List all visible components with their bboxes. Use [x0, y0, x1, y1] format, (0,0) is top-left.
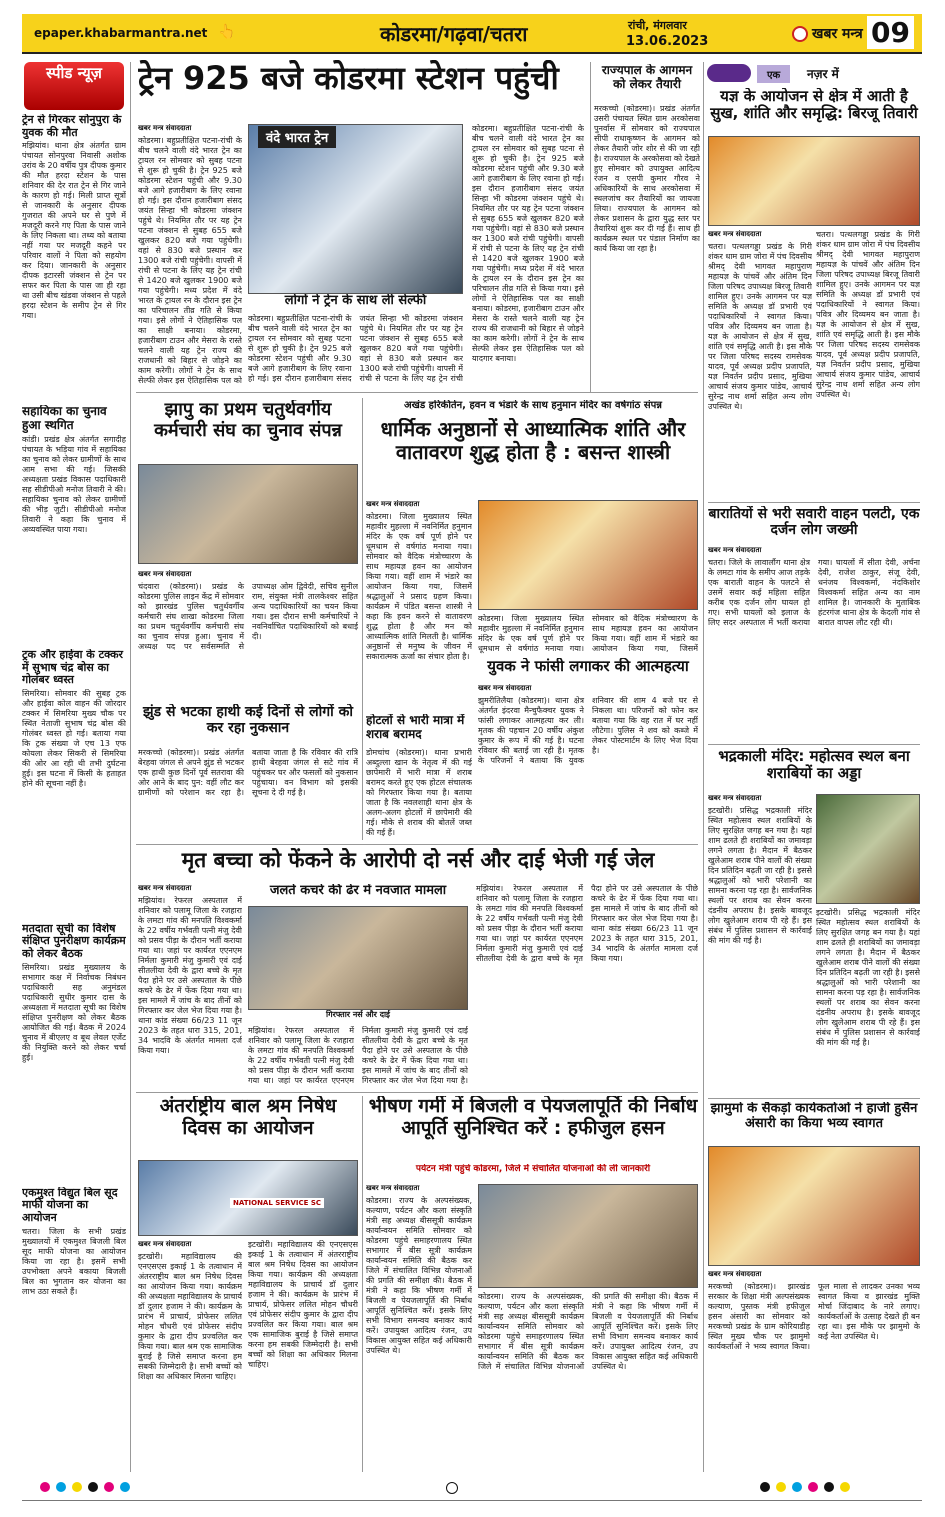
column-divider	[703, 62, 704, 1472]
registration-marks-right	[760, 1482, 850, 1494]
nurse-caption: गिरफ्तार नर्स और दाई	[326, 1010, 390, 1019]
vehicle-body: चतरा। जिले के लावालौंग थाना क्षेत्र के लमटा गांव के समीप आज तड़के एक बाराती वाहन के पलटने से उसमें सवार कई महिला सहित करीब एक दर्जन लोग घायल हो गए। सभी घायलों को इलाज के लिए सदर अस्पताल में भर्ती कराया गया। घायलों में सीता देवी, अर्चना देवी, राजेश ठाकुर, संजू देवी, धनंजय विश्वकर्मा, नंदकिशोर विश्वकर्मा सहित अन्य का नाम शामिल है। जानकारी के मुताबिक हंटरगंज थाना क्षेत्र के केदली गांव से बारात वापस लौट रही थी।	[708, 558, 920, 627]
heat-sub: पर्यटन मंत्री पहुंचे कोडरमा, जिले में संचालित योजनाओं की ली जानकारी	[415, 1164, 651, 1174]
lead-byline: खबर मन्त्र संवाददाता	[138, 124, 192, 132]
hotel-body: डोमचांच (कोडरमा)। थाना प्रभारी अब्दुल्ला खान के नेतृत्व में की गई छापेमारी में भारी मात्रा में शराब बरामद करते हुए एक होटल संचालक को गिरफ्तार किया गया है। बताया जाता है कि नवलशाही थाना क्षेत्र के अलग-अलग होटलों में छापेमारी की गई। मौके से शराब की बोतलें जब्त की गई हैं।	[366, 748, 472, 837]
brand-icon	[792, 26, 808, 42]
child-labour-byline: खबर मन्त्र संवाददाता	[138, 1240, 192, 1248]
section-divider	[136, 1092, 698, 1093]
reg-mark	[808, 1482, 818, 1492]
column-divider	[130, 62, 131, 1472]
vehicle-headline: बारातियों से भरी सवारी वाहन पलटी, एक दर्जन लोग जख्मी	[708, 506, 920, 539]
section-divider	[136, 392, 698, 393]
child-labour-column-1	[138, 1240, 242, 1472]
jhapu-headline: झापु का प्रथम चतुर्थवर्गीय कर्मचारी संघ का चुनाव संपन्न	[154, 400, 342, 441]
pointer-icon: 👆	[218, 24, 236, 40]
section-title: कोडरमा/गढ़वा/चतरा	[380, 22, 528, 46]
reg-mark	[824, 1482, 834, 1492]
dharmik-body: कोडरमा। जिला मुख्यालय स्थित महावीर मुहल्ला में नवनिर्मित हनुमान मंदिर के एक वर्ष पूर्ण होने पर धूमधाम से वर्षगांठ मनाया गया। सोमवार को वैदिक मंत्रोच्चारण के साथ महायज्ञ हवन का आयोजन किया गया। वहीं शाम में भंडारे का आयोजन किया गया, जिसमें श्रद्धालुओं ने प्रसाद ग्रहण किया। कार्यक्रम में पंडित बसन्त शास्त्री ने कहा कि हवन करने से वातावरण शुद्ध होता है और मन को आध्यात्मिक शांति मिलती है। धार्मिक अनुष्ठानों से मनुष्य के जीवन में सकारात्मक ऊर्जा का संचार होता है।	[366, 512, 472, 661]
reg-mark	[792, 1482, 802, 1492]
reg-mark	[40, 1482, 50, 1492]
vehicle-byline: खबर मन्त्र संवाददाता	[708, 546, 762, 554]
edition-date: 13.06.2023	[626, 34, 709, 49]
edition-city: रांची, मंगलवार	[628, 19, 687, 32]
heat-photo	[478, 1184, 698, 1288]
train-photo	[248, 124, 463, 294]
yagya-headline: यज्ञ के आयोजन से क्षेत्र में आती है सुख, शांति और समृद्धि: बिरजू तिवारी	[710, 88, 918, 123]
ek-nazar-label: नज़र में	[807, 67, 839, 81]
section-divider	[708, 502, 920, 503]
train-photo-caption: लोगों ने ट्रेन के साथ ली सेल्फी	[284, 294, 427, 308]
left-item4-title: मतदाता सूची का विशेष संक्षिप्त पुनरीक्षण कार्यक्रम को लेकर बैठक	[22, 922, 126, 961]
elephant-headline: झुंड से भटका हाथी कई दिनों से लोगों को कर रहा नुकसान	[143, 704, 353, 737]
nurse-column-1	[138, 884, 242, 1088]
speed-news-label: स्पीड न्यूज़	[46, 64, 102, 82]
bhadrakali-headline: भद्रकाली मंदिर: महोत्सव स्थल बना शराबियों का अड्डा	[718, 748, 910, 783]
site-url[interactable]: epaper.khabarmantra.net	[34, 26, 208, 40]
jhamumo-story	[708, 1270, 920, 1472]
section-divider	[708, 744, 920, 745]
suicide-story	[478, 684, 698, 840]
reg-mark	[72, 1482, 82, 1492]
lead-headline: ट्रेन 925 बजे कोडरमा स्टेशन पहुंची	[138, 60, 559, 97]
heat-byline: खबर मन्त्र संवाददाता	[366, 1184, 420, 1192]
masthead	[22, 14, 922, 54]
jhapu-body: चंदवारा (कोडरमा)। प्रखंड के कोडरमा पुलिस लाइन केंद्र में सोमवार को झारखंड पुलिस चतुर्थवर्गीय कर्मचारी संघ शाखा कोडरमा जिला का प्रथम चतुर्थवर्गीय कर्मचारी संघ का चुनाव संपन्न हुआ। चुनाव में अध्यक्ष पद पर सर्वसम्मति से उपाध्यक्ष ओम द्विवेदी, सचिव सुनील राम, संयुक्त मंत्री तालकेश्वर सहित अन्य पदाधिकारियों का चयन किया गया। इस दौरान सभी कर्मचारियों ने नवनिर्वाचित पदाधिकारियों को बधाई दी।	[138, 582, 358, 651]
lead-body-right: कोडरमा। बहुप्रतीक्षित पटना-रांची के बीच चलने वाली वंदे भारत ट्रेन का ट्रायल रन सोमवार को सुबह पटना से शुरू हो चुकी है। ट्रेन 925 बजे कोडरमा स्टेशन पहुंची और 9.30 बजे आगे हजारीबाग के लिए रवाना हो गई। इस दौरान हजारीबाग संसद जयंत सिन्हा भी कोडरमा जंक्शन पहुंचे थे। नियमित तौर पर यह ट्रेन पटना जंक्शन से सुबह 655 बजे खुलकर 820 बजे गया पहुंचेगी। वहां से 830 बजे प्रस्थान कर 1300 बजे रांची पहुंचेगी। वापसी में रांची से पटना के लिए यह ट्रेन रांची से 1420 बजे खुलकर 1900 बजे गया पहुंचेगी। मध्य प्रदेश में वंदे भारत के ट्रायल रन के दौरान इस ट्रेन का परिचालन तीव्र गति से किया गया। इसे लोगों ने ऐतिहासिक पल का साक्षी बनाया। कोडरमा, हजारीबाग टाउन और मेसरा के रास्ते चलने वाली यह ट्रेन राज्य की राजधानी को बिहार से जोड़ने का काम करेगी। लोगों ने ट्रेन के साथ सेल्फी लेकर इस ऐतिहासिक पल को यादगार बनाया।	[472, 124, 584, 363]
column-divider	[590, 62, 591, 392]
nurse-byline: खबर मन्त्र संवाददाता	[138, 884, 192, 892]
section-divider	[708, 1098, 920, 1099]
nurse-body: मझियांव। रेफरल अस्पताल में शनिवार को पलामू जिला के रजहारा के लमटा गांव की मनपति विश्वकर्मा के 22 वर्षीय गर्भवती पत्नी मंजु देवी को प्रसव पीड़ा के दौरान भर्ती कराया गया था। जहां पर कार्यरत एएनएम निर्मला कुमारी मंजु कुमारी एवं दाई सीतलीया देवी के द्वारा बच्चे के मृत पैदा होने पर उसे अस्पताल के पीछे कचरे के ढेर में फेंक दिया गया था। इस मामले में जांच के बाद तीनों को गिरफ्तार कर जेल भेज दिया गया है। थाना कांड संख्या 66/23 11 जून 2023 के तहत धारा 315, 201, 34 भादवि के अंतर्गत मामला दर्ज किया गया।	[138, 896, 242, 1055]
child-labour-photo-label: NATIONAL SERVICE SC	[230, 1198, 324, 1208]
dharmik-body-cont: कोडरमा। जिला मुख्यालय स्थित महावीर मुहल्ला में नवनिर्मित हनुमान मंदिर के एक वर्ष पूर्ण होने पर धूमधाम से वर्षगांठ मनाया गया। सोमवार को वैदिक मंत्रोच्चारण के साथ महायज्ञ हवन का आयोजन किया गया। वहीं शाम में भंडारे का आयोजन किया गया, जिसमें	[478, 614, 698, 653]
column-divider	[362, 1096, 363, 1472]
lead-body: कोडरमा। बहुप्रतीक्षित पटना-रांची के बीच चलने वाली वंदे भारत ट्रेन का ट्रायल रन सोमवार को सुबह पटना से शुरू हो चुकी है। ट्रेन 925 बजे कोडरमा स्टेशन पहुंची और 9.30 बजे आगे हजारीबाग के लिए रवाना हो गई। इस दौरान हजारीबाग संसद जयंत सिन्हा भी कोडरमा जंक्शन पहुंचे थे। नियमित तौर पर यह ट्रेन पटना जंक्शन से सुबह 655 बजे खुलकर 820 बजे गया पहुंचेगी। वहां से 830 बजे प्रस्थान कर 1300 बजे रांची पहुंचेगी। वापसी में रांची से पटना के लिए यह ट्रेन रांची से 1420 बजे खुलकर 1900 बजे गया पहुंचेगी। मध्य प्रदेश में वंदे भारत के ट्रायल रन के दौरान इस ट्रेन का परिचालन तीव्र गति से किया गया। इसे लोगों ने ऐतिहासिक पल का साक्षी बनाया। कोडरमा, हजारीबाग टाउन और मेसरा के रास्ते चलने वाली यह ट्रेन राज्य की राजधानी को बिहार से जोड़ने का काम करेगी। लोगों ने ट्रेन के साथ सेल्फी लेकर इस ऐतिहासिक पल को	[138, 136, 242, 385]
bhadrakali-column-1	[708, 794, 812, 1094]
dharmik-headline: धार्मिक अनुष्ठानों से आध्यात्मिक शांति और वातावरण शुद्ध होता है : बसन्त शास्त्री	[380, 418, 686, 464]
crosshair-icon	[446, 1482, 458, 1494]
yagya-body-cont: चतरा। पत्थलगड्डा प्रखंड के गिरी शंकर धाम ग्राम जोरा में पंच दिवसीय श्रीमद् देवी भागवत महापुराण महायज्ञ के पांचवें और अंतिम दिन जिला परिषद उपाध्यक्ष बिरजू तिवारी शामिल हुए। उनके आगमन पर यज्ञ समिति के अध्यक्ष डॉ प्रभारी एवं पदाधिकारियों ने स्वागत किया। पवित्र और दिव्यमय बन जाता है। यज्ञ के आयोजन से क्षेत्र में सुख, शांति एवं समृद्धि आती है। इस मौके पर जिला परिषद सदस्य रामसेवक यादव, पूर्व अध्यक्ष प्रदीप प्रजापति, यज्ञ निवर्तन प्रदीप प्रसाद, मुखिया आचार्य संजय कुमार पांडेय, आचार्य सुरेन्द्र नाथ शर्मा सहित अन्य लोग उपस्थित थे।	[816, 230, 920, 399]
bhadrakali-photo	[816, 794, 920, 904]
reg-mark	[776, 1482, 786, 1492]
left-item1-title: ट्रेन से गिरकर सोनुपुरा के युवक की मौत	[22, 114, 122, 139]
registration-marks-left	[40, 1482, 130, 1494]
jhapu-story	[138, 570, 358, 698]
page-number: 09	[867, 16, 914, 49]
dharmik-column-1	[366, 500, 472, 710]
footer-rule	[22, 1500, 922, 1501]
dharmik-byline: खबर मन्त्र संवाददाता	[366, 500, 420, 508]
vehicle-story	[708, 546, 920, 742]
bhadrakali-body: इटखोरी। प्रसिद्ध भद्रकाली मंदिर स्थित महोत्सव स्थल शराबियों के लिए सुरक्षित जगह बन गया है। यहां शाम ढलते ही शराबियों का जमावड़ा लगने लगता है। मैदान में बैठकर खुलेआम शराब पीने वालों की संख्या दिन प्रतिदिन बढ़ती जा रही है। इससे श्रद्धालुओं को भारी परेशानी का सामना करना पड़ रहा है। सार्वजनिक स्थलों पर शराब का सेवन करना दंडनीय अपराध है। इसके बावजूद लोग खुलेआम शराब पी रहे हैं। इस संबंध में पुलिस प्रशासन से कार्रवाई की मांग की गई है।	[708, 806, 812, 945]
train-photo-label: वंदे भारत ट्रेन	[258, 126, 336, 148]
left-item3-title: ट्रक और हाईवा के टक्कर में सुभाष चंद्र बोस का गोलंबर ध्वस्त	[22, 648, 124, 687]
reg-mark	[760, 1482, 770, 1492]
hotel-headline: होटलों से भारी मात्रा में शराब बरामद	[366, 714, 465, 741]
dharmik-photo	[478, 500, 698, 610]
speed-news-badge	[24, 62, 124, 110]
heat-column-1	[366, 1184, 472, 1472]
ek-nazar-ek: एक	[757, 65, 790, 83]
nurse-body-cont: मझियांव। रेफरल अस्पताल में शनिवार को पलामू जिला के रजहारा के लमटा गांव की मनपति विश्वकर्मा के 22 वर्षीय गर्भवती पत्नी मंजु देवी को प्रसव पीड़ा के दौरान भर्ती कराया गया था। जहां पर कार्यरत एएनएम निर्मला कुमारी मंजु कुमारी एवं दाई सीतलीया देवी के द्वारा बच्चे के मृत पैदा होने पर उसे अस्पताल के पीछे कचरे के ढेर में फेंक दिया गया था। इस मामले में जांच के बाद तीनों को गिरफ्तार कर जेल भेज दिया गया है।	[248, 1026, 468, 1085]
ek-nazar-banner	[707, 64, 917, 84]
left-column	[22, 114, 126, 1472]
jhapu-byline: खबर मन्त्र संवाददाता	[138, 570, 192, 578]
suicide-body: झुमरीतिलैया (कोडरमा)। थाना क्षेत्र अंतर्गत इंदरवा मैन्चुफैक्चर युवक ने फांसी लगाकर आत्महत्या कर ली। मृतक की पहचान 20 वर्षीय अंकुश कुमार के रूप में की गई है। घटना रविवार की बताई जा रही है। मृतक के परिजनों ने बताया कि युवक शनिवार की शाम 4 बजे घर से निकला था। परिजनों को फोन कर बताया गया कि वह रात में घर नहीं लौटेगा। पुलिस ने शव को कब्जे में लेकर पोस्टमार्टम के लिए भेज दिया है।	[478, 696, 698, 765]
brand-logo	[792, 24, 863, 43]
child-labour-body: इटखोरी। महाविद्यालय की एनएसएस इकाई 1 के तत्वाधान में अंतरराष्ट्रीय बाल श्रम निषेध दिवस का आयोजन किया गया। कार्यक्रम की अध्यक्षता महाविद्यालय के प्राचार्य डॉ दुलार हजाम ने की। कार्यक्रम के प्रारंभ में प्राचार्य, प्रोफेसर ललित मोहन चौधरी एवं प्रोफेसर संदीप कुमार के द्वारा दीप प्रज्वलित कर किया गया। बाल श्रम एक सामाजिक बुराई है जिसे समाप्त करना हम सबकी जिम्मेदारी है। सभी बच्चों को शिक्षा का अधिकार मिलना चाहिए।	[138, 1252, 242, 1381]
jhamumo-byline: खबर मन्त्र संवाददाता	[708, 1270, 762, 1278]
left-item5-title: एकमुश्त विद्युत बिल सूद माफी योजना का आयोजन	[22, 1186, 118, 1224]
bhadrakali-body-cont: इटखोरी। प्रसिद्ध भद्रकाली मंदिर स्थित महोत्सव स्थल शराबियों के लिए सुरक्षित जगह बन गया है। यहां शाम ढलते ही शराबियों का जमावड़ा लगने लगता है। मैदान में बैठकर खुलेआम शराब पीने वालों की संख्या दिन प्रतिदिन बढ़ती जा रही है। इससे श्रद्धालुओं को भारी परेशानी का सामना करना पड़ रहा है। सार्वजनिक स्थलों पर शराब का सेवन करना दंडनीय अपराध है। इसके बावजूद लोग खुलेआम शराब पी रहे हैं। इस संबंध में पुलिस प्रशासन से कार्रवाई की मांग की गई है।	[816, 908, 920, 1047]
reg-mark	[104, 1482, 114, 1492]
left-item3-body: सिमरिया। सोमवार की सुबह ट्रक और हाईवा कोल वाहन की जोरदार टक्कर में सिमरिया मुख्य चौक पर स्थित नेताजी सुभाष चंद्र बोस की गोलंबर ध्वस्त हो गई। बताया गया कि ट्रक संख्या जे एच 13 एफ कोयला लेकर सिकरी से सिमरिया की ओर आ रही थी तभी दुर्घटना हुई। इस घटना में किसी के हताहत होने की सूचना नहीं है।	[22, 688, 126, 788]
jhamumo-photo	[708, 1146, 920, 1266]
bhadrakali-byline: खबर मन्त्र संवाददाता	[708, 794, 762, 802]
heat-body-cont: कोडरमा। राज्य के अल्पसंख्यक, कल्याण, पर्यटन और कला संस्कृति मंत्री सह अध्यक्ष बीससूत्री कार्यक्रम कार्यान्वयन समिति सोमवार को कोडरमा पहुंचे समाहरणालय स्थित सभागार में बीस सूत्री कार्यक्रम कार्यान्वयन समिति की बैठक कर जिले में संचालित विभिन्न योजनाओं की प्रगति की समीक्षा की। बैठक में मंत्री ने कहा कि भीषण गर्मी में बिजली व पेयजलापूर्ति की निर्बाध आपूर्ति सुनिश्चित करें। इसके लिए सभी विभाग समन्वय बनाकर कार्य करें। उपायुक्त आदित्य रंजन, उप विकास आयुक्त सहित कई अधिकारी उपस्थित थे।	[478, 1292, 698, 1371]
lead-body-cont: कोडरमा। बहुप्रतीक्षित पटना-रांची के बीच चलने वाली वंदे भारत ट्रेन का ट्रायल रन सोमवार को सुबह पटना से शुरू हो चुकी है। ट्रेन 925 बजे कोडरमा स्टेशन पहुंची और 9.30 बजे आगे हजारीबाग के लिए रवाना हो गई। इस दौरान हजारीबाग संसद जयंत सिन्हा भी कोडरमा जंक्शन पहुंचे थे। नियमित तौर पर यह ट्रेन पटना जंक्शन से सुबह 655 बजे खुलकर 820 बजे गया पहुंचेगी। वहां से 830 बजे प्रस्थान कर 1300 बजे रांची पहुंचेगी। वापसी में रांची से पटना के लिए यह ट्रेन रांची	[248, 314, 463, 383]
suicide-headline: युवक ने फांसी लगाकर की आत्महत्या	[487, 658, 689, 675]
section-divider	[136, 844, 698, 845]
heat-headline: भीषण गर्मी में बिजली व पेयजलापूर्ति की निर्बाध आपूर्ति सुनिश्चित करें : हफीजुल हसन	[368, 1096, 698, 1139]
governor-headline: राज्यपाल के आगमन को लेकर तैयारी	[601, 64, 693, 91]
dharmik-kicker: अखंड हरिकीर्तन, हवन व भंडारे के साथ हनुमान मंदिर का वर्षगांठ संपन्न	[404, 400, 662, 411]
brand-name: खबर मन्त्र	[812, 26, 863, 42]
nurse-sub: जलते कचरे की ढेर में नवजात मामला	[269, 884, 447, 898]
nurse-headline: मृत बच्चा को फेंकने के आरोपी दो नर्स और दाई भेजी गई जेल	[181, 848, 655, 872]
jhamumo-headline: झामुमो के सैकड़ों कार्यकर्ताओं ने हाजी हुसैन अंसारी का किया भव्य स्वागत	[710, 1102, 918, 1131]
column-divider	[362, 398, 363, 840]
reg-mark	[56, 1482, 66, 1492]
elephant-body: मरकच्चो (कोडरमा)। प्रखंड अंतर्गत बेरहवा जंगल से अपने झुंड से भटकर एक हाथी कुछ दिनों पूर्व सतरावा की ओर आने के बाद पुन: वहीं लौट कर ग्रामीणों को परेशान कर रहा है। बताया जाता है कि रविवार की रात्रि हाथी बेरहवा जंगल से सटे गांव में पहुंचकर घर और फसलों को नुकसान पहुंचाया। वन विभाग को इसकी सूचना दे दी गई है।	[138, 748, 358, 797]
jhapu-photo	[138, 464, 358, 564]
suicide-byline: खबर मन्त्र संवाददाता	[478, 684, 532, 692]
left-item1-body: मझियांव। थाना क्षेत्र अंतर्गत ग्राम पंचायत सोनपुरवा निवासी अशोक उरांव के 20 वर्षीय पुत्र दीपक कुमार की मौत हरदा स्टेशन के पास शनिवार की देर रात ट्रेन से गिर जाने के कारण हो गई। मिली प्राप्त सूत्रों से जानकारी के अनुसार दीपक गुजरात की अपने घर से पुणे में मजदूरी करने गए पिता के पास जाने के लिए निकला था। तथ्य को बताया नहीं गया पर मजदूरी कहने पर परिवार वालों ने पिता को सहयोग कर दिया। जानकारी के अनुसार दीपक इटारसी जंक्शन से ट्रेन पर सफर कर पिता के पास जा ही रहा था उसी बीच खंडवा जंक्शन से पहले हरदा स्टेशन के समीप ट्रेन से गिर गया।	[22, 141, 126, 321]
jhamumo-body: मरकच्चो (कोडरमा)। झारखंड सरकार के शिक्षा मंत्री अल्पसंख्यक कल्याण, पुस्तक मंत्री हफीजुल हसन अंसारी का सोमवार को मरकच्चो प्रखंड के ग्राम कोरियाडीह स्थित मुख्य चौक पर झामुमो कार्यकर्ताओं ने भव्य स्वागत किया। फूल माला से लादकर उनका भव्य स्वागत किया व झारखंड मुक्ति मोर्चा जिंदाबाद के नारे लगाए। कार्यकर्ताओं के उत्साह देखते ही बन रहा था। इस मौके पर झामुमो के कई नेता उपस्थित थे।	[708, 1282, 920, 1351]
left-item2-title: सहायिका का चुनाव हुआ स्थगित	[22, 405, 107, 433]
child-labour-headline: अंतर्राष्ट्रीय बाल श्रम निषेध दिवस का आयोजन	[159, 1096, 337, 1139]
yagya-byline: खबर मन्त्र संवाददाता	[708, 230, 762, 238]
reg-mark	[840, 1482, 850, 1492]
yagya-body: चतरा। पत्थलगड्डा प्रखंड के गिरी शंकर धाम ग्राम जोरा में पंच दिवसीय श्रीमद् देवी भागवत महापुराण महायज्ञ के पांचवें और अंतिम दिन जिला परिषद उपाध्यक्ष बिरजू तिवारी शामिल हुए। उनके आगमन पर यज्ञ समिति के अध्यक्ष डॉ प्रभारी एवं पदाधिकारियों ने स्वागत किया। पवित्र और दिव्यमय बन जाता है। यज्ञ के आयोजन से क्षेत्र में सुख, शांति एवं समृद्धि आती है। इस मौके पर जिला परिषद सदस्य रामसेवक यादव, पूर्व अध्यक्ष प्रदीप प्रजापति, यज्ञ निवर्तन प्रदीप प्रसाद, मुखिया आचार्य संजय कुमार पांडेय, आचार्य सुरेन्द्र नाथ शर्मा सहित अन्य लोग उपस्थित थे।	[708, 242, 812, 411]
reg-mark	[120, 1482, 130, 1492]
registration-crosshair	[446, 1482, 458, 1494]
reg-mark	[88, 1482, 98, 1492]
yagya-column-1	[708, 230, 812, 498]
left-item5-body: चतरा। जिला के सभी प्रखंड मुख्यालयों में एकमुश्त बिजली बिल सूद माफी योजना का आयोजन किया जा रहा है। इसमें सभी उपभोक्ता अपने बकाया बिजली बिल का भुगतान कर योजना का लाभ उठा सकते हैं।	[22, 1226, 126, 1296]
left-item4-body: सिमरिया। प्रखंड मुख्यालय के सभागार कक्ष में निर्वाचक निबंधन पदाधिकारी सह अनुमंडल पदाधिकारी सुधीर कुमार दास के अध्यक्षता में मतदाता सूची का विशेष संक्षिप्त पुनरीक्षण को लेकर बैठक आयोजित की गई। बैठक में 2024 चुनाव में बीएलए व बूथ लेवल एजेंट की नियुक्ति करने को लेकर चर्चा हुई।	[22, 962, 126, 1062]
governor-body: मरकच्चो (कोडरमा)। प्रखंड अंतर्गत उसरी पंचायत स्थित ग्राम अरकोसवा पुनर्वास में सोमवार को राज्यपाल सीपी राधाकृष्णन के आगमन को लेकर तैयारी जोर शोर से की जा रही है। राज्यपाल के अरकोसवा को देखते हुए सोमवार को उपायुक्त आदित्य रंजन व एसपी कुमार गौरव ने अधिकारियों के साथ अरकोसवा में स्थलजांच कर तैयारियों का जायजा लिया। राज्यपाल के आगमन को लेकर प्रशासन के द्वारा युद्ध स्तर पर तैयारियां शुरू कर दी गई हैं। साथ ही कार्यक्रम स्थल पर पंडाल निर्माण का कार्य किया जा रहा है।	[594, 104, 700, 253]
lead-column-1	[138, 124, 242, 386]
ek-nazar-pill	[707, 64, 751, 82]
heat-body: कोडरमा। राज्य के अल्पसंख्यक, कल्याण, पर्यटन और कला संस्कृति मंत्री सह अध्यक्ष बीससूत्री कार्यक्रम कार्यान्वयन समिति सोमवार को कोडरमा पहुंचे समाहरणालय स्थित सभागार में बीस सूत्री कार्यक्रम कार्यान्वयन समिति की बैठक कर जिले में संचालित विभिन्न योजनाओं की प्रगति की समीक्षा की। बैठक में मंत्री ने कहा कि भीषण गर्मी में बिजली व पेयजलापूर्ति की निर्बाध आपूर्ति सुनिश्चित करें। इसके लिए सभी विभाग समन्वय बनाकर कार्य करें। उपायुक्त आदित्य रंजन, उप विकास आयुक्त सहित कई अधिकारी उपस्थित थे।	[366, 1196, 472, 1355]
left-item2-body: कांडी। प्रखंड क्षेत्र अंतर्गत सगादीह पंचायत के भड़िया गांव में सहायिका का चुनाव को लेकर ग्रामीणों के साथ आम सभा की गई। जिसकी अध्यक्षता प्रखंड विकास पदाधिकारी सह सीडीपीओ मनोज तिवारी ने की। सहायिका चुनाव को लेकर ग्रामीणों की भीड़ जुटी। सीडीपीओ मनोज तिवारी ने कहा कि चुनाव में अव्यवस्थित पाया गया।	[22, 434, 126, 534]
yagya-photo	[708, 136, 920, 226]
child-labour-body-cont: इटखोरी। महाविद्यालय की एनएसएस इकाई 1 के तत्वाधान में अंतरराष्ट्रीय बाल श्रम निषेध दिवस का आयोजन किया गया। कार्यक्रम की अध्यक्षता महाविद्यालय के प्राचार्य डॉ दुलार हजाम ने की। कार्यक्रम के प्रारंभ में प्राचार्य, प्रोफेसर ललित मोहन चौधरी एवं प्रोफेसर संदीप कुमार के द्वारा दीप प्रज्वलित कर किया गया। बाल श्रम एक सामाजिक बुराई है जिसे समाप्त करना हम सबकी जिम्मेदारी है। सभी बच्चों को शिक्षा का अधिकार मिलना चाहिए।	[248, 1240, 358, 1369]
nurse-photo	[248, 906, 468, 1010]
nurse-body-right: मझियांव। रेफरल अस्पताल में शनिवार को पलामू जिला के रजहारा के लमटा गांव की मनपति विश्वकर्मा के 22 वर्षीय गर्भवती पत्नी मंजु देवी को प्रसव पीड़ा के दौरान भर्ती कराया गया था। जहां पर कार्यरत एएनएम निर्मला कुमारी मंजु कुमारी एवं दाई सीतलीया देवी के द्वारा बच्चे के मृत पैदा होने पर उसे अस्पताल के पीछे कचरे के ढेर में फेंक दिया गया था। इस मामले में जांच के बाद तीनों को गिरफ्तार कर जेल भेज दिया गया है। थाना कांड संख्या 66/23 11 जून 2023 के तहत धारा 315, 201, 34 भादवि के अंतर्गत मामला दर्ज किया गया।	[476, 884, 698, 963]
